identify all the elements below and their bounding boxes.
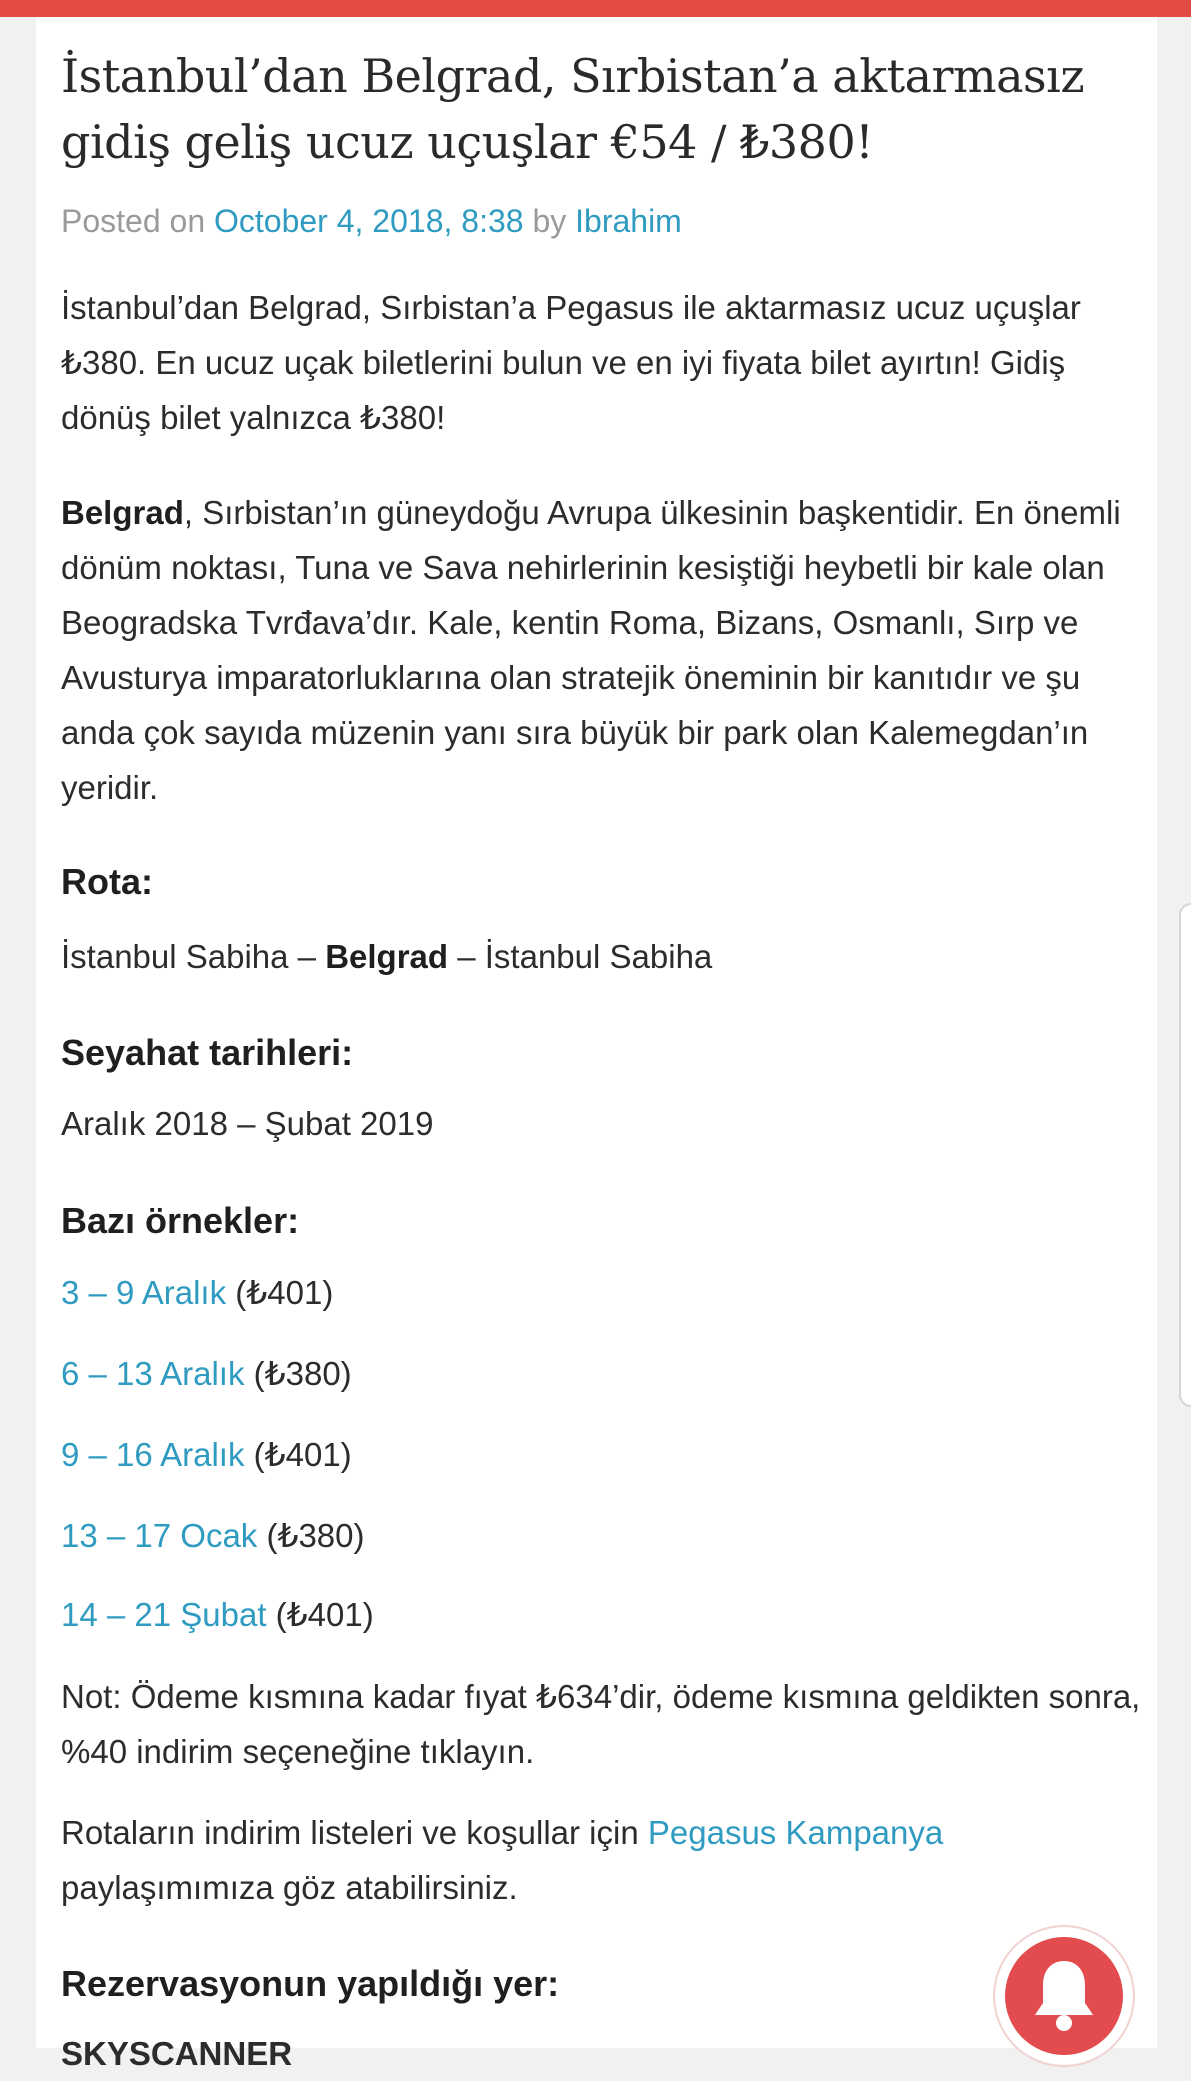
travel-dates: Aralık 2018 – Şubat 2019 bbox=[61, 1105, 434, 1142]
example-price: (₺401) bbox=[244, 1436, 352, 1473]
bell-icon bbox=[1031, 1957, 1097, 2033]
about-city-bold: Belgrad bbox=[61, 494, 184, 531]
examples-heading: Bazı örnekler: bbox=[61, 1200, 300, 1241]
dates-heading: Seyahat tarihleri: bbox=[61, 1032, 354, 1073]
notification-button[interactable] bbox=[995, 1927, 1133, 2065]
about-paragraph bbox=[61, 485, 1151, 815]
route-heading: Rota: bbox=[61, 861, 153, 902]
by-label: by bbox=[532, 203, 567, 239]
post-date-link[interactable]: October 4, 2018, 8:38 bbox=[214, 203, 524, 239]
notification-button-fill bbox=[1005, 1937, 1123, 2055]
example-price: (₺401) bbox=[226, 1274, 334, 1311]
posted-on-label: Posted on bbox=[61, 203, 206, 239]
note-paragraph: Not: Ödeme kısmına kadar fıyat ₺634’dir, ödeme kısmına geldikten sonra, %40 indirim seçeneğine tıklayın. bbox=[61, 1678, 1141, 1770]
campaign-link[interactable]: Pegasus Kampanya bbox=[647, 1814, 944, 1851]
post-meta bbox=[61, 201, 682, 241]
example-date-link[interactable]: 9 – 16 Aralık bbox=[61, 1436, 245, 1473]
campaign-suffix: paylaşımımıza göz atabilirsiniz. bbox=[61, 1869, 518, 1906]
example-date-link[interactable]: 3 – 9 Aralık bbox=[61, 1274, 227, 1311]
intro-paragraph: İstanbul’dan Belgrad, Sırbistan’a Pegasus ile aktarmasız ucuz uçuşlar ₺380. En ucuz uçak biletlerini bulun ve en iyi fiyata bilet ayırtın! Gidiş dönüş bilet yalnızca ₺380! bbox=[61, 289, 1081, 436]
example-item bbox=[61, 1514, 365, 1558]
example-item bbox=[61, 1271, 333, 1315]
route-return: – İstanbul Sabiha bbox=[448, 938, 713, 975]
campaign-prefix: Rotaların indirim listeleri ve koşullar için bbox=[61, 1814, 648, 1851]
top-accent-bar bbox=[0, 0, 1191, 17]
booking-heading: Rezervasyonun yapıldığı yer: bbox=[61, 1963, 560, 2004]
example-date-link[interactable]: 13 – 17 Ocak bbox=[61, 1517, 258, 1554]
route-text bbox=[61, 929, 1151, 984]
author-link[interactable]: Ibrahim bbox=[575, 203, 682, 239]
about-text: , Sırbistan’ın güneydoğu Avrupa ülkesinin başkentidir. En önemli dönüm noktası, Tuna ve Sava nehirlerinin kesiştiği heybetli bir kale olan Beogradska Tvrđava’dır. Kale, kentin Roma, Bizans, Osmanlı, Sırp ve Avusturya imparatorluklarına olan stratejik öneminin bir kanıtıdır ve şu anda çok sayıda müzenin yanı sıra büyük bir park olan Kalemegdan’ın yeridir. bbox=[61, 494, 1121, 806]
route-destination: Belgrad bbox=[325, 938, 449, 975]
route-origin: İstanbul Sabiha – bbox=[61, 938, 326, 975]
example-price: (₺401) bbox=[266, 1596, 374, 1633]
example-date-link[interactable]: 14 – 21 Şubat bbox=[61, 1596, 267, 1633]
campaign-paragraph bbox=[61, 1805, 1151, 1915]
example-date-link[interactable]: 6 – 13 Aralık bbox=[61, 1355, 245, 1392]
example-item bbox=[61, 1352, 352, 1396]
example-item bbox=[61, 1593, 374, 1637]
article-card bbox=[36, 17, 1157, 2072]
skyscanner-link[interactable]: SKYSCANNER bbox=[61, 2035, 293, 2072]
article-title: İstanbul’dan Belgrad, Sırbistan’a aktarmasız gidiş geliş ucuz uçuşlar €54 / ₺380! bbox=[61, 49, 1085, 169]
example-price: (₺380) bbox=[257, 1517, 365, 1554]
example-item bbox=[61, 1433, 352, 1477]
example-price: (₺380) bbox=[244, 1355, 352, 1392]
scroll-handle[interactable] bbox=[1179, 903, 1191, 1407]
